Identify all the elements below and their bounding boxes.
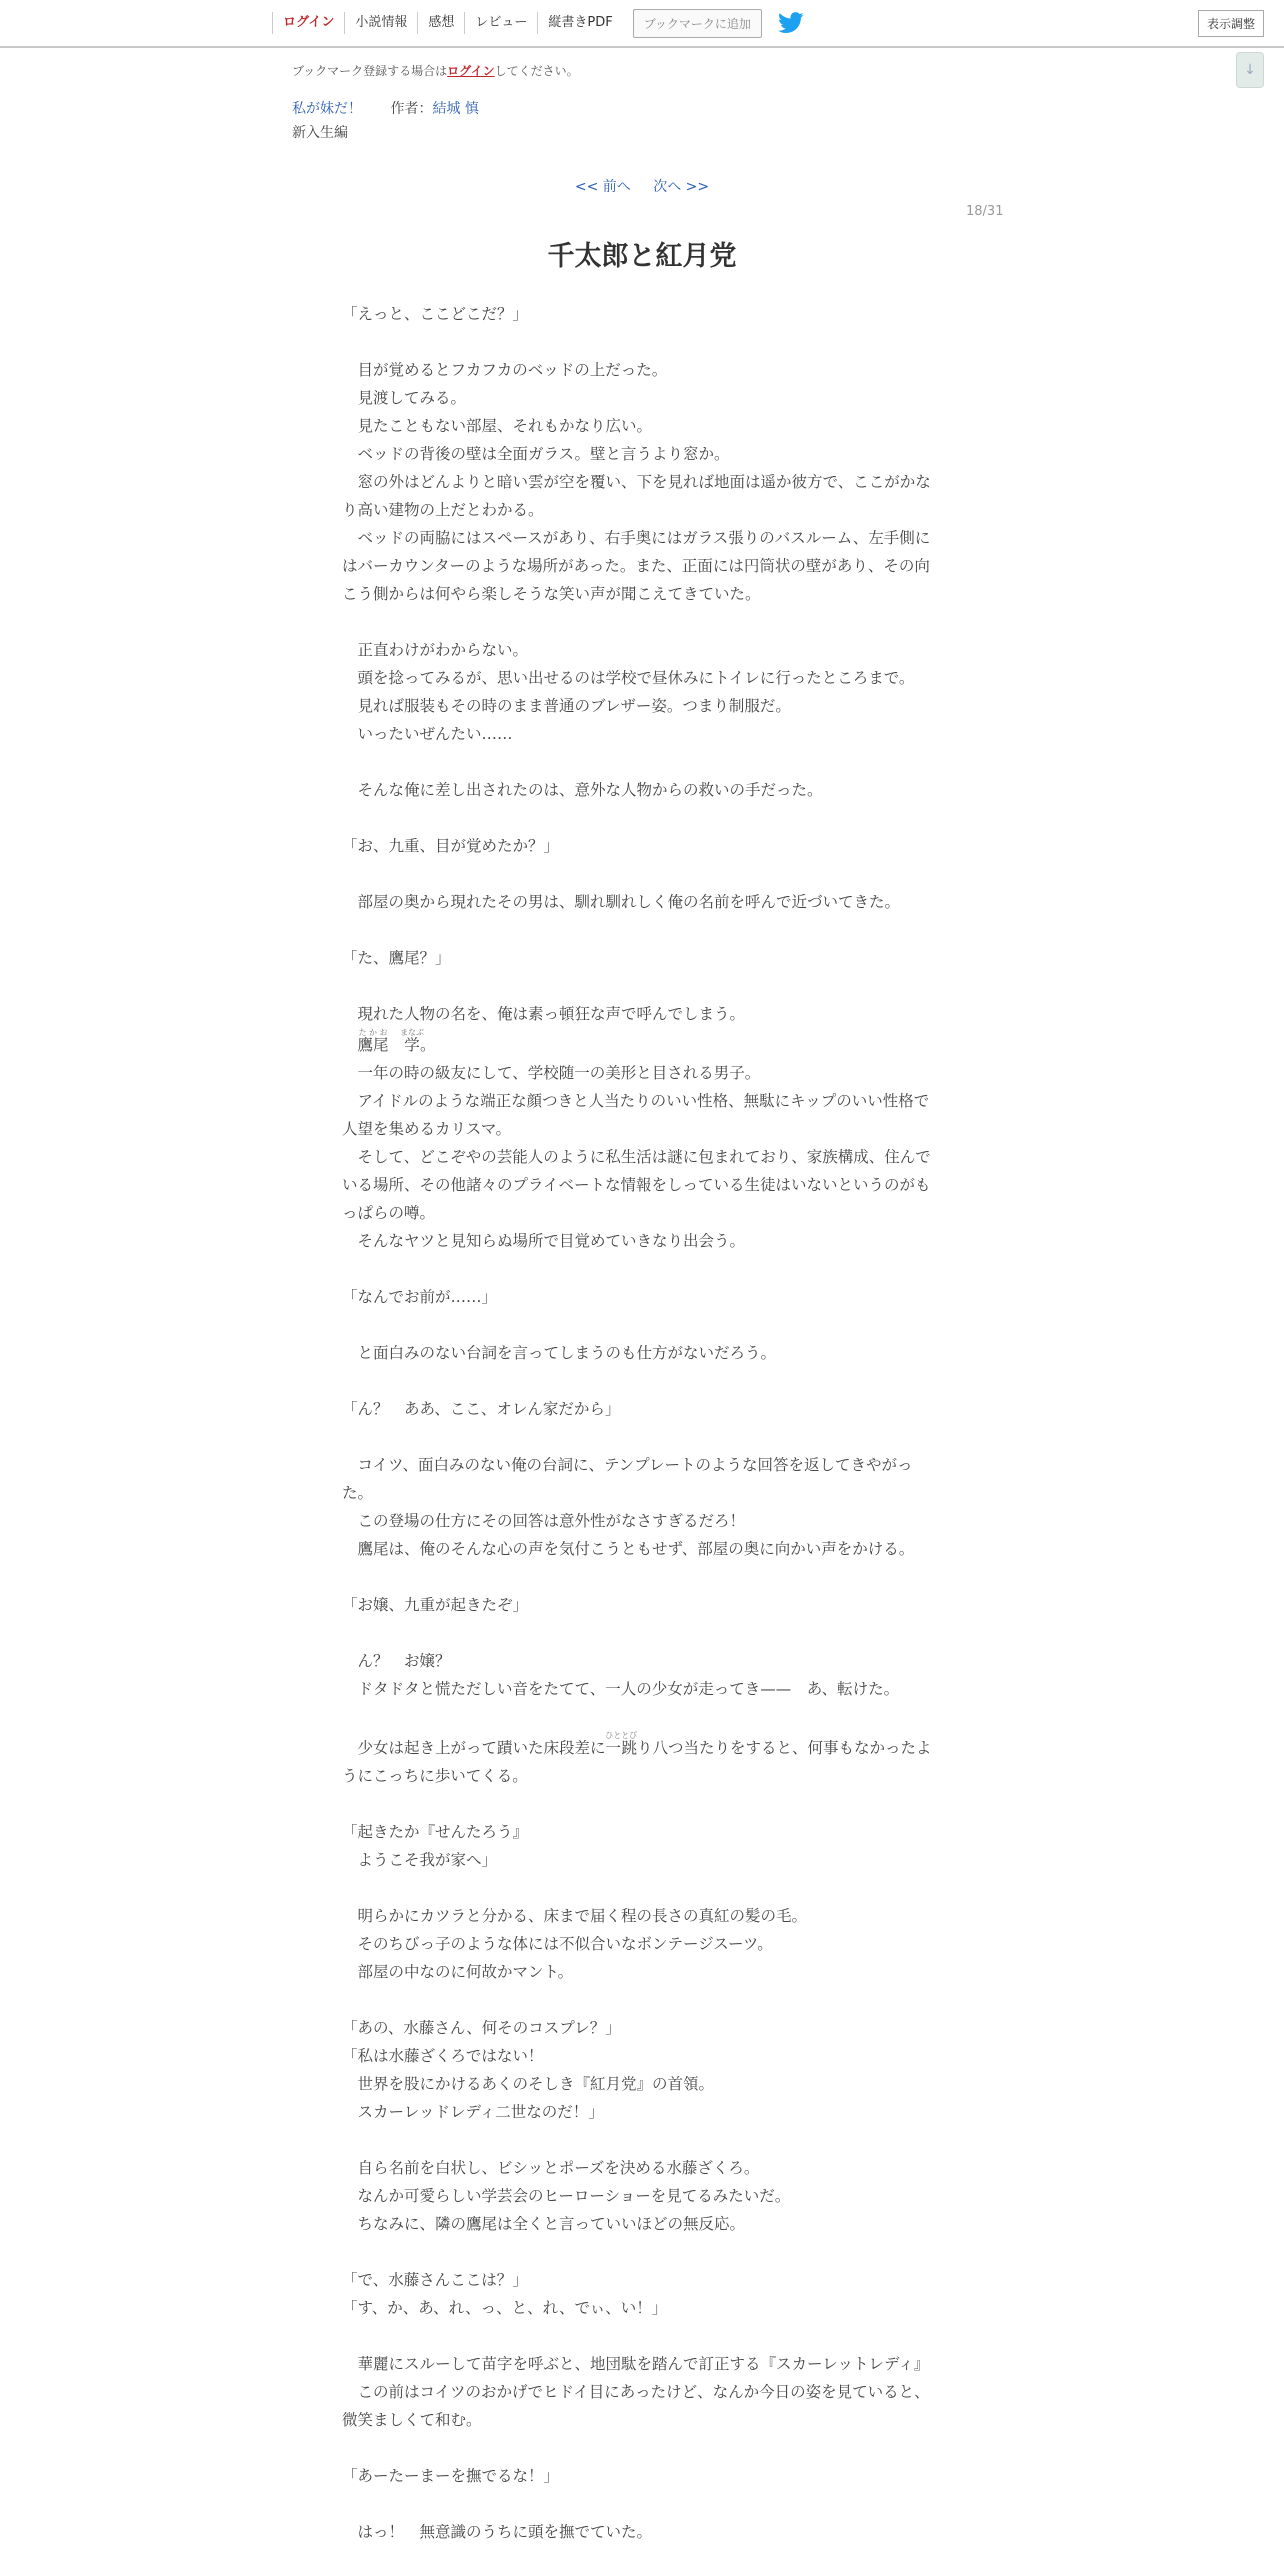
- next-chapter-link[interactable]: 次へ >>: [653, 179, 710, 195]
- body-paragraph: [342, 328, 940, 356]
- body-paragraph: 目が覚めるとフカフカのベッドの上だった。: [342, 361, 668, 379]
- body-paragraph: ちなみに、隣の鷹尾は全くと言っていいほどの無反応。: [342, 2215, 746, 2233]
- login-link[interactable]: ログイン: [272, 12, 344, 34]
- author-label: 作者：: [390, 101, 433, 117]
- body-paragraph: ようこそ我が家へ」: [342, 1851, 498, 1869]
- body-paragraph: 「えっと、ここどこだ？」: [342, 305, 529, 323]
- body-paragraph: 見れば服装もその時のまま普通のブレザー姿。つまり制服だ。: [342, 697, 791, 715]
- body-paragraph: [342, 2238, 940, 2266]
- body-paragraph: 「ん？ ああ、ここ、オレん家だから」: [342, 1400, 621, 1418]
- novel-title-link[interactable]: 私が妹だ！: [292, 101, 362, 117]
- novel-meta: [292, 98, 479, 118]
- body-paragraph: 鷹尾は、俺のそんな心の声を気付こうともせず、部屋の奥に向かい声をかける。: [342, 1540, 915, 1558]
- body-paragraph: [342, 1367, 940, 1395]
- body-paragraph: 窓の外はどんよりと暗い雲が空を覆い、下を見れば地面は遥か彼方で、ここがかなり高い建物の上だとわかる。: [342, 473, 931, 519]
- body-paragraph: [342, 916, 940, 944]
- body-paragraph: 部屋の中なのに何故かマント。: [342, 1963, 574, 1981]
- body-paragraph: [342, 1986, 940, 2014]
- body-paragraph: 正直わけがわからない。: [342, 641, 529, 659]
- body-paragraph: [342, 748, 940, 776]
- body-paragraph: 「あの、水藤さん、何そのコスプレ？」: [342, 2019, 621, 2037]
- body-paragraph: [342, 1874, 940, 1902]
- body-paragraph: [342, 1423, 940, 1451]
- body-paragraph: ベッドの両脇にはスペースがあり、右手奥にはガラス張りのバスルーム、左手側にはバーカウンターのような場所があった。また、正面には円筒状の壁があり、その向こう側からは何やら楽しそうな笑い声が聞こえてきていた。: [342, 529, 931, 603]
- body-paragraph: [342, 608, 940, 636]
- body-paragraph: 世界を股にかけるあくのそしき『紅月党』の首領。: [342, 2075, 715, 2093]
- body-paragraph: この登場の仕方にその回答は意外性がなさすぎるだろ！: [342, 1512, 746, 1530]
- ruby-hitotobi: 一跳ひととび: [605, 1731, 638, 1757]
- top-bar: [0, 0, 1284, 48]
- body-paragraph: ん？ お嬢？: [342, 1652, 451, 1670]
- body-paragraph: 「で、水藤さんここは？」: [342, 2271, 528, 2289]
- arc-title: 新入生編: [292, 125, 348, 141]
- body-paragraph: 自ら名前を白状し、ビシッとポーズを決める水藤ざくろ。: [342, 2159, 760, 2177]
- nav-bar: [272, 0, 804, 46]
- body-paragraph: [342, 804, 940, 832]
- body-paragraph: と面白みのない台詞を言ってしまうのも仕方がないだろう。: [342, 1344, 777, 1362]
- body-paragraph: そのちびっ子のような体には不似合いなボンテージスーツ。: [342, 1935, 773, 1953]
- chapter-title: 千太郎と紅月党: [547, 241, 737, 272]
- body-paragraph: そんなヤツと見知らぬ場所で目覚めていきなり出会う。: [342, 1232, 746, 1250]
- body-paragraph: この前はコイツのおかげでヒドイ目にあったけど、なんか今日の姿を見ていると、微笑ましくて和む。: [342, 2383, 930, 2429]
- body-paragraph: ベッドの背後の壁は全面ガラス。壁と言うより窓か。: [342, 445, 730, 463]
- body-paragraph: [342, 972, 940, 1000]
- body-paragraph: [342, 1790, 940, 1818]
- prev-chapter-link[interactable]: << 前へ: [574, 179, 631, 195]
- notice-login-link[interactable]: ログイン: [447, 64, 495, 78]
- vertical-pdf-link[interactable]: 縦書きPDF: [537, 12, 622, 34]
- body-paragraph: [342, 2490, 940, 2518]
- body-paragraph: [342, 1563, 940, 1591]
- notice-text-after: してください。: [494, 64, 579, 78]
- body-paragraph: 少女は起き上がって蹟いた床段差に一跳ひととびり八つ当たりをすると、何事もなかったようにこっちに歩いてくる。: [342, 1731, 932, 1785]
- login-notice: [292, 62, 579, 79]
- add-bookmark-button[interactable]: ブックマークに追加: [633, 9, 762, 38]
- body-paragraph: 「す、か、あ、れ、っ、と、れ、でぃ、い！」: [342, 2299, 668, 2317]
- ruby-manabu: 学まなぶ: [400, 1028, 425, 1054]
- body-paragraph: 「お、九重、目が覚めたか？」: [342, 837, 560, 855]
- ruby-takao: 鷹尾たかお: [357, 1028, 389, 1054]
- body-paragraph: そして、どこぞやの芸能人のように私生活は謎に包まれており、家族構成、住んでいる場所、その他諸々のプライベートな情報をしっている生徒はいないというのがもっぱらの噂。: [342, 1148, 931, 1222]
- body-paragraph: 見渡してみる。: [342, 389, 467, 407]
- body-paragraph: はっ！ 無意識のうちに頭を撫でていた。: [342, 2523, 653, 2541]
- body-paragraph: ドタドタと慌ただしい音をたてて、一人の少女が走ってき—— あ、転けた。: [342, 1680, 900, 1698]
- scroll-down-button[interactable]: ↓: [1236, 52, 1264, 88]
- body-paragraph: 明らかにカツラと分かる、床まで届く程の長さの真紅の髪の毛。: [342, 1907, 808, 1925]
- body-paragraph: 「なんでお前が……」: [342, 1288, 498, 1306]
- body-paragraph: [342, 1703, 940, 1731]
- body-paragraph: なんか可愛らしい学芸会のヒーローショーを見てるみたいだ。: [342, 2187, 791, 2205]
- page-number: 18/31: [966, 204, 1004, 219]
- body-paragraph: 「私は水藤ざくろではない！: [342, 2047, 544, 2065]
- body-paragraph: [342, 1619, 940, 1647]
- body-paragraph: 現れた人物の名を、俺は素っ頓狂な声で呼んでしまう。: [342, 1005, 746, 1023]
- body-paragraph: 一年の時の級友にして、学校随一の美形と目される男子。: [342, 1064, 761, 1082]
- body-paragraph: コイツ、面白みのない俺の台詞に、テンプレートのような回答を返してきやがった。: [342, 1456, 913, 1502]
- body-paragraph: そんな俺に差し出されたのは、意外な人物からの救いの手だった。: [342, 781, 823, 799]
- notice-text-before: ブックマーク登録する場合は: [292, 64, 448, 78]
- twitter-icon[interactable]: [778, 12, 804, 34]
- body-paragraph: [342, 2322, 940, 2350]
- body-paragraph: [342, 2434, 940, 2462]
- body-paragraph: 「お嬢、九重が起きたぞ」: [342, 1596, 529, 1614]
- body-paragraph: [342, 2126, 940, 2154]
- body-paragraph: アイドルのような端正な顔つきと人当たりのいい性格、無駄にキップのいい性格で人望を集めるカリスマ。: [342, 1092, 930, 1138]
- body-paragraph: スカーレッドレディ二世なのだ！」: [342, 2103, 604, 2121]
- novel-info-link[interactable]: 小説情報: [344, 12, 417, 34]
- body-paragraph: 鷹尾たかお 学まなぶ。: [357, 1028, 436, 1054]
- body-paragraph: 頭を捻ってみるが、思い出せるのは学校で昼休みにトイレに行ったところまで。: [342, 669, 915, 687]
- impressions-link[interactable]: 感想: [417, 12, 464, 34]
- body-paragraph: いったいぜんたい……: [342, 725, 513, 743]
- body-paragraph: 見たこともない部屋、それもかなり広い。: [342, 417, 653, 435]
- body-paragraph: [342, 1311, 940, 1339]
- body-paragraph: 華麗にスルーして苗字を呼ぶと、地団駄を踏んで訂正する『スカーレットレディ』: [342, 2355, 930, 2373]
- body-paragraph: 「た、鷹尾？」: [342, 949, 451, 967]
- chapter-pager: [0, 176, 1284, 196]
- display-settings-button[interactable]: 表示調整: [1198, 10, 1264, 37]
- body-paragraph: 「起きたか『せんたろう』: [342, 1823, 529, 1841]
- body-paragraph: [342, 860, 940, 888]
- body-paragraph: 部屋の奥から現れたその男は、馴れ馴れしく俺の名前を呼んで近づいてきた。: [342, 893, 901, 911]
- body-paragraph: 「あーたーまーを撫でるな！」: [342, 2467, 560, 2485]
- review-link[interactable]: レビュー: [464, 12, 537, 34]
- author-link[interactable]: 結城 慎: [432, 101, 479, 117]
- body-paragraph: [342, 1255, 940, 1283]
- novel-body: [342, 300, 940, 2546]
